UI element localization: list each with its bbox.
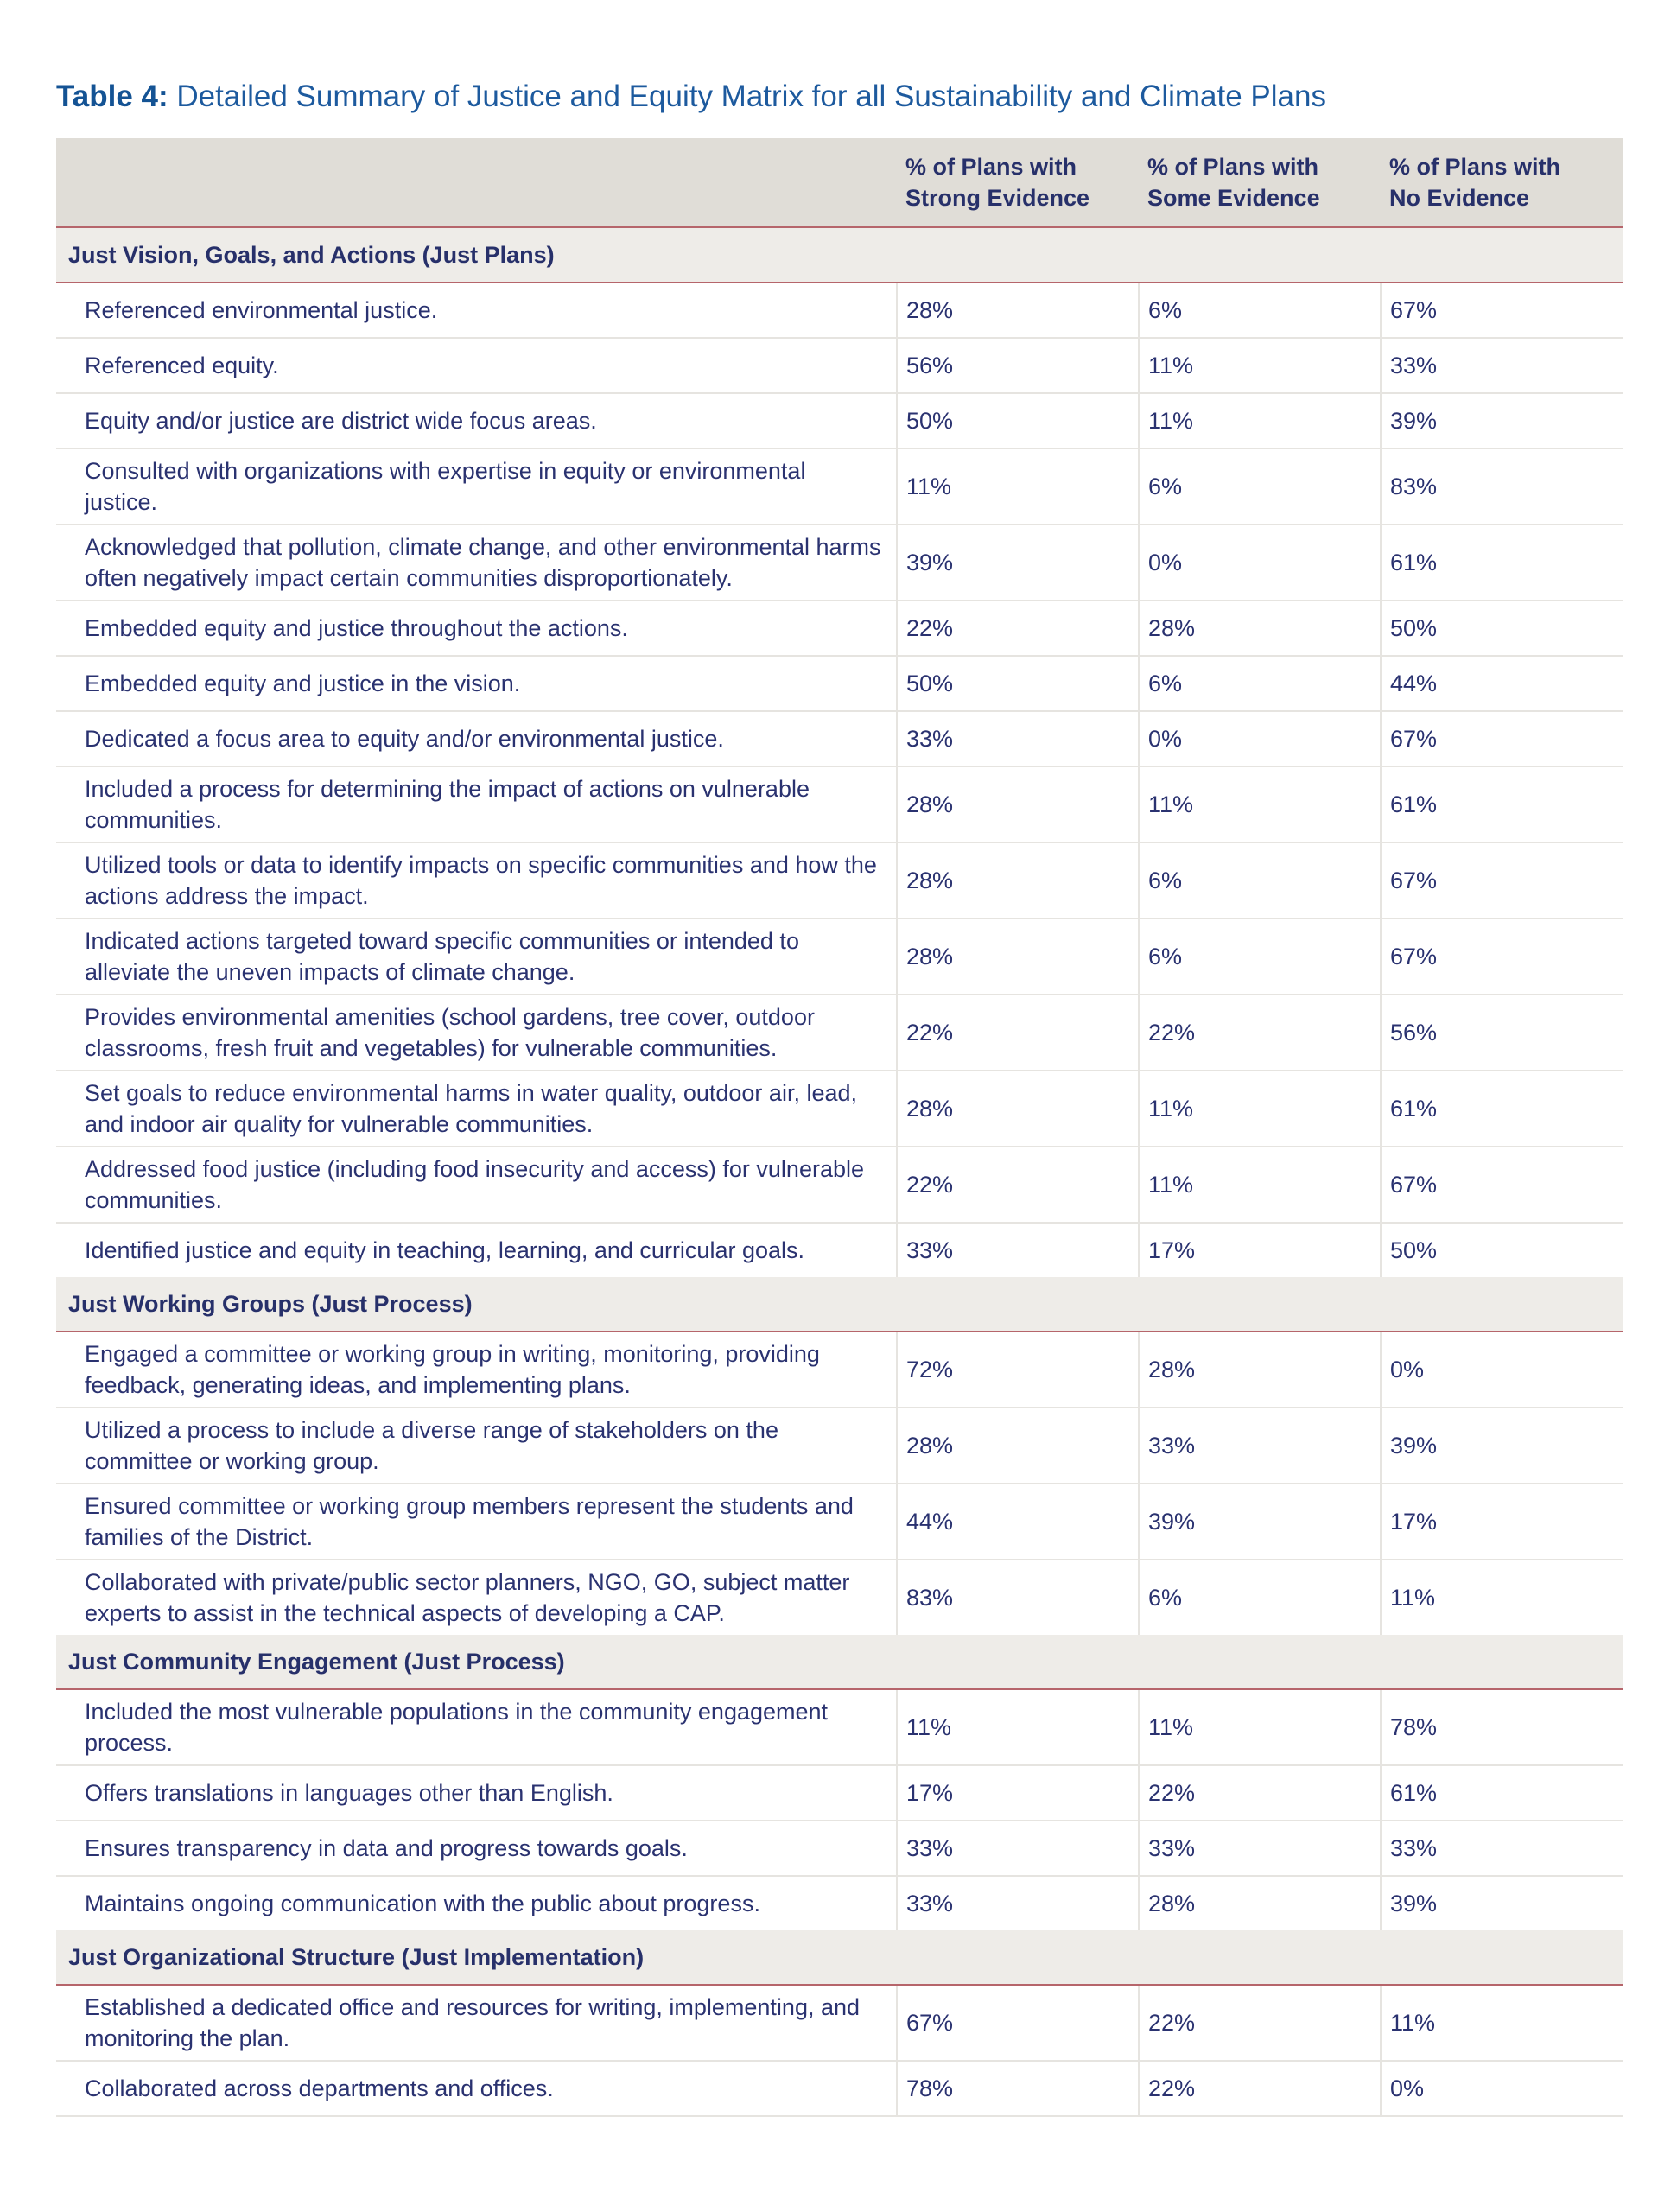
table-row xyxy=(56,766,1623,842)
table-number: Table 4: xyxy=(56,79,168,113)
header-strong-evidence xyxy=(897,138,1139,227)
some-evidence-value: 28% xyxy=(1139,1876,1381,1930)
table-row xyxy=(56,448,1623,524)
criterion-text: Identified justice and equity in teaching, learning, and curricular goals. xyxy=(85,1237,805,1263)
no-evidence-value: 61% xyxy=(1381,766,1623,842)
some-evidence-value: 6% xyxy=(1139,448,1381,524)
section-title: Just Community Engagement (Just Process) xyxy=(56,1635,1623,1689)
header-strong-line-1: % of Plans with xyxy=(905,154,1077,180)
table-row xyxy=(56,338,1623,393)
criterion-text: Indicated actions targeted toward specific communities or intended to alleviate the uneven impacts of climate change. xyxy=(56,918,897,995)
no-evidence-value: 39% xyxy=(1381,1876,1623,1930)
no-evidence-value: 67% xyxy=(1381,1147,1623,1223)
section-title: Just Vision, Goals, and Actions (Just Plans) xyxy=(56,227,1623,283)
criterion-text: Included a process for determining the impact of actions on vulnerable communities. xyxy=(56,766,897,842)
criterion-text: Engaged a committee or working group in writing, monitoring, providing feedback, generating ideas, and implementing plans. xyxy=(56,1332,897,1408)
strong-evidence-value: 28% xyxy=(897,1071,1139,1147)
table-row xyxy=(56,1560,1623,1635)
some-evidence-value: 11% xyxy=(1139,1071,1381,1147)
no-evidence-value: 61% xyxy=(1381,1765,1623,1821)
strong-evidence-value: 83% xyxy=(897,1560,1139,1635)
table-row xyxy=(56,995,1623,1071)
no-evidence-value: 78% xyxy=(1381,1689,1623,1765)
header-description xyxy=(56,138,897,227)
no-evidence-value: 33% xyxy=(1381,1821,1623,1876)
some-evidence-value: 39% xyxy=(1139,1484,1381,1560)
criterion-text: Offers translations in languages other than English. xyxy=(56,1765,897,1821)
criterion-text: Referenced equity. xyxy=(56,338,897,393)
criterion-text: Embedded equity and justice throughout the actions. xyxy=(56,601,897,656)
table-row xyxy=(56,1689,1623,1765)
strong-evidence-value: 17% xyxy=(897,1765,1139,1821)
criterion-text: Included the most vulnerable populations in the community engagement process. xyxy=(56,1689,897,1765)
strong-evidence-value: 50% xyxy=(897,393,1139,448)
some-evidence-value: 6% xyxy=(1139,283,1381,338)
table-row xyxy=(56,1408,1623,1484)
no-evidence-value: 67% xyxy=(1381,283,1623,338)
criterion-text: Ensures transparency in data and progress towards goals. xyxy=(56,1821,897,1876)
some-evidence-value: 22% xyxy=(1139,2061,1381,2116)
justice-equity-table xyxy=(56,138,1623,2117)
no-evidence-value: 67% xyxy=(1381,918,1623,995)
some-evidence-value: 22% xyxy=(1139,1985,1381,2061)
criterion-text: Addressed food justice (including food insecurity and access) for vulnerable communities. xyxy=(56,1147,897,1223)
some-evidence-value: 11% xyxy=(1139,766,1381,842)
some-evidence-value: 22% xyxy=(1139,1765,1381,1821)
criterion-text: Consulted with organizations with expertise in equity or environmental justice. xyxy=(56,448,897,524)
table-row xyxy=(56,1985,1623,2061)
section-header-row xyxy=(56,1635,1623,1689)
strong-evidence-value: 22% xyxy=(897,1147,1139,1223)
header-none-line-2: No Evidence xyxy=(1389,185,1530,211)
no-evidence-value: 11% xyxy=(1381,1560,1623,1635)
strong-evidence-value: 28% xyxy=(897,842,1139,918)
table-row xyxy=(56,1071,1623,1147)
table-body xyxy=(56,227,1623,2116)
some-evidence-value: 22% xyxy=(1139,995,1381,1071)
strong-evidence-value: 33% xyxy=(897,1223,1139,1277)
strong-evidence-value: 28% xyxy=(897,1408,1139,1484)
strong-evidence-value: 33% xyxy=(897,1876,1139,1930)
no-evidence-value: 33% xyxy=(1381,338,1623,393)
no-evidence-value: 39% xyxy=(1381,393,1623,448)
criterion-text: Utilized tools or data to identify impacts on specific communities and how the actions address the impact. xyxy=(56,842,897,918)
no-evidence-value: 17% xyxy=(1381,1484,1623,1560)
some-evidence-value: 11% xyxy=(1139,338,1381,393)
criterion-text: Ensured committee or working group members represent the students and families of the District. xyxy=(56,1484,897,1560)
no-evidence-value: 61% xyxy=(1381,524,1623,601)
no-evidence-value: 44% xyxy=(1381,656,1623,711)
some-evidence-value: 6% xyxy=(1139,842,1381,918)
no-evidence-value: 67% xyxy=(1381,842,1623,918)
table-row xyxy=(56,1876,1623,1930)
table-row xyxy=(56,283,1623,338)
some-evidence-value: 28% xyxy=(1139,1332,1381,1408)
header-no-evidence xyxy=(1381,138,1623,227)
header-row xyxy=(56,138,1623,227)
no-evidence-value: 39% xyxy=(1381,1408,1623,1484)
criterion-text: Collaborated across departments and offices. xyxy=(56,2061,897,2116)
strong-evidence-value: 67% xyxy=(897,1985,1139,2061)
criterion-text: Equity and/or justice are district wide focus areas. xyxy=(56,393,897,448)
strong-evidence-value: 33% xyxy=(897,711,1139,766)
criterion-text: Dedicated a focus area to equity and/or environmental justice. xyxy=(56,711,897,766)
section-header-row xyxy=(56,1277,1623,1332)
some-evidence-value: 33% xyxy=(1139,1821,1381,1876)
some-evidence-value: 33% xyxy=(1139,1408,1381,1484)
no-evidence-value: 0% xyxy=(1381,1332,1623,1408)
strong-evidence-value: 44% xyxy=(897,1484,1139,1560)
table-caption xyxy=(56,78,1326,116)
some-evidence-value: 6% xyxy=(1139,1560,1381,1635)
no-evidence-value: 83% xyxy=(1381,448,1623,524)
strong-evidence-value: 50% xyxy=(897,656,1139,711)
header-none-line-1: % of Plans with xyxy=(1389,154,1561,180)
no-evidence-value: 56% xyxy=(1381,995,1623,1071)
some-evidence-value: 0% xyxy=(1139,524,1381,601)
header-strong-line-2: Strong Evidence xyxy=(905,185,1090,211)
table-row xyxy=(56,393,1623,448)
criterion-text: Maintains ongoing communication with the public about progress. xyxy=(85,1891,760,1916)
header-some-line-2: Some Evidence xyxy=(1147,185,1320,211)
table-row xyxy=(56,1147,1623,1223)
strong-evidence-value: 56% xyxy=(897,338,1139,393)
strong-evidence-value: 22% xyxy=(897,995,1139,1071)
table-title: Detailed Summary of Justice and Equity Matrix for all Sustainability and Climate Plans xyxy=(168,79,1326,113)
some-evidence-value: 28% xyxy=(1139,601,1381,656)
section-title: Just Organizational Structure (Just Implementation) xyxy=(56,1930,1623,1985)
no-evidence-value: 67% xyxy=(1381,711,1623,766)
table-row xyxy=(56,711,1623,766)
no-evidence-value: 0% xyxy=(1381,2061,1623,2116)
some-evidence-value: 11% xyxy=(1139,393,1381,448)
criterion-text: Utilized a process to include a diverse range of stakeholders on the committee or working group. xyxy=(56,1408,897,1484)
criterion-text: Collaborated with private/public sector planners, NGO, GO, subject matter experts to assist in the technical aspects of developing a CAP. xyxy=(85,1569,850,1626)
some-evidence-value: 6% xyxy=(1139,656,1381,711)
table-row xyxy=(56,1821,1623,1876)
criterion-text: Referenced environmental justice. xyxy=(56,283,897,338)
criterion-text: Embedded equity and justice in the vision. xyxy=(56,656,897,711)
strong-evidence-value: 78% xyxy=(897,2061,1139,2116)
criterion-text: Established a dedicated office and resources for writing, implementing, and monitoring the plan. xyxy=(56,1985,897,2061)
strong-evidence-value: 28% xyxy=(897,283,1139,338)
some-evidence-value: 6% xyxy=(1139,918,1381,995)
no-evidence-value: 50% xyxy=(1381,1223,1623,1277)
table-row xyxy=(56,1223,1623,1277)
no-evidence-value: 50% xyxy=(1381,601,1623,656)
table-row xyxy=(56,524,1623,601)
table-row xyxy=(56,1484,1623,1560)
section-title: Just Working Groups (Just Process) xyxy=(56,1277,1623,1332)
section-header-row xyxy=(56,227,1623,283)
no-evidence-value: 61% xyxy=(1381,1071,1623,1147)
strong-evidence-value: 72% xyxy=(897,1332,1139,1408)
strong-evidence-value: 22% xyxy=(897,601,1139,656)
table-row xyxy=(56,842,1623,918)
criterion-text: Set goals to reduce environmental harms in water quality, outdoor air, lead, and indoor air quality for vulnerable communities. xyxy=(56,1071,897,1147)
some-evidence-value: 11% xyxy=(1139,1689,1381,1765)
some-evidence-value: 0% xyxy=(1139,711,1381,766)
section-header-row xyxy=(56,1930,1623,1985)
strong-evidence-value: 11% xyxy=(897,1689,1139,1765)
table-row xyxy=(56,601,1623,656)
some-evidence-value: 11% xyxy=(1139,1147,1381,1223)
table-row xyxy=(56,1765,1623,1821)
strong-evidence-value: 33% xyxy=(897,1821,1139,1876)
no-evidence-value: 11% xyxy=(1381,1985,1623,2061)
strong-evidence-value: 28% xyxy=(897,918,1139,995)
header-some-evidence xyxy=(1139,138,1381,227)
some-evidence-value: 17% xyxy=(1139,1223,1381,1277)
table-row xyxy=(56,918,1623,995)
strong-evidence-value: 28% xyxy=(897,766,1139,842)
table-row xyxy=(56,1332,1623,1408)
table-row xyxy=(56,2061,1623,2116)
header-some-line-1: % of Plans with xyxy=(1147,154,1319,180)
criterion-text: Acknowledged that pollution, climate change, and other environmental harms often negatively impact certain communities disproportionately. xyxy=(56,524,897,601)
strong-evidence-value: 39% xyxy=(897,524,1139,601)
table-row xyxy=(56,656,1623,711)
strong-evidence-value: 11% xyxy=(897,448,1139,524)
criterion-text: Provides environmental amenities (school gardens, tree cover, outdoor classrooms, fresh fruit and vegetables) for vulnerable communities. xyxy=(56,995,897,1071)
